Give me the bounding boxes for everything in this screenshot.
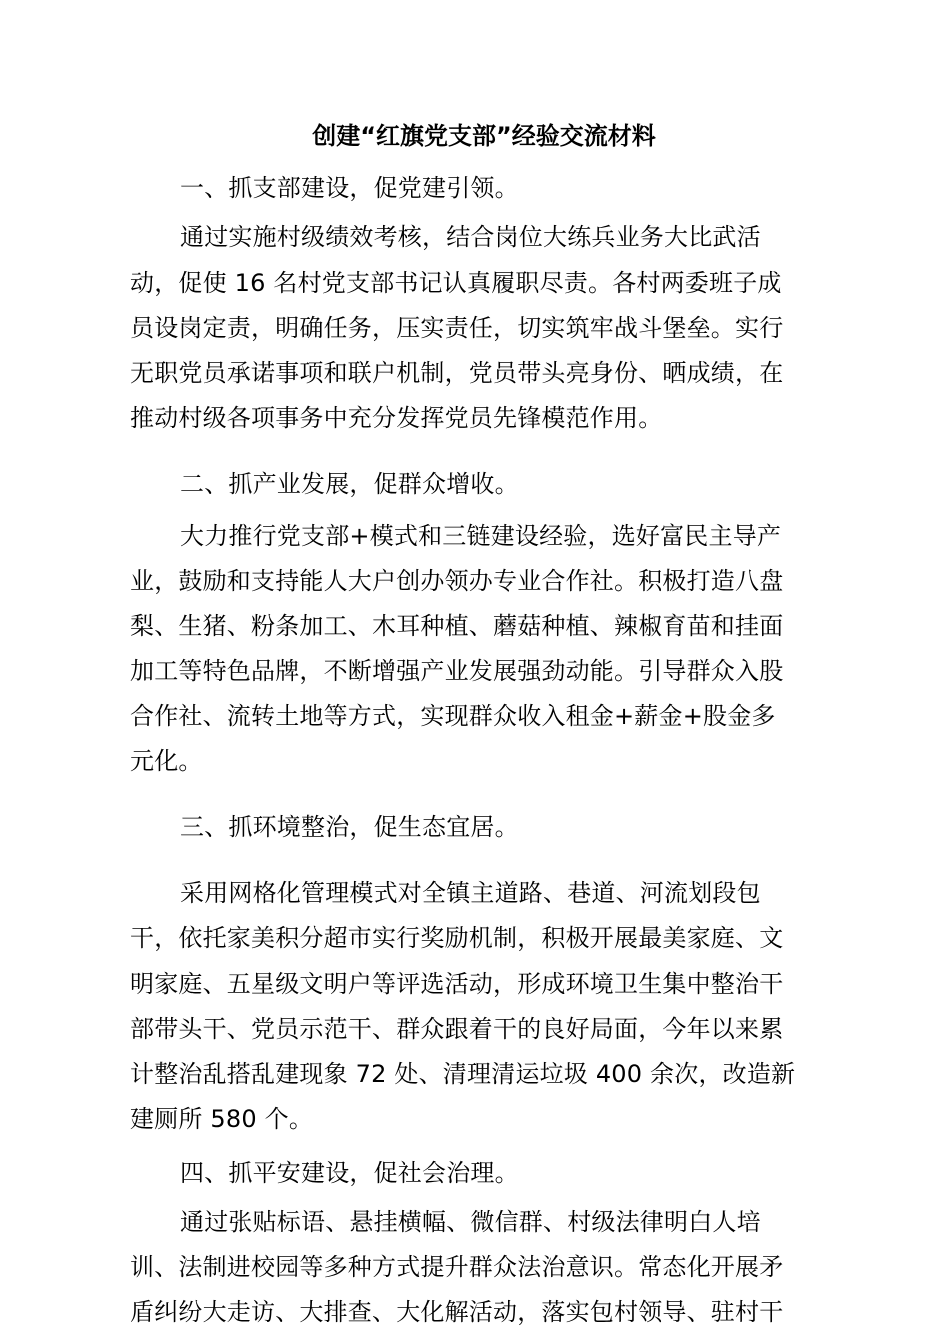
paragraph-line: 元化。 [130,747,203,775]
paragraph-line: 通过实施村级绩效考核，结合岗位大练兵业务大比武活 [180,223,761,251]
paragraph-line: 梨、生猪、粉条加工、木耳种植、蘑菇种植、辣椒育苗和挂面 [130,612,784,640]
paragraph-line: 大力推行党支部+模式和三链建设经验，选好富民主导产 [180,522,782,550]
paragraph-line: 建厕所 580 个。 [130,1105,314,1133]
section-heading-2: 二、抓产业发展，促群众增收。 [180,470,519,498]
section-heading-4: 四、抓平安建设，促社会治理。 [180,1159,519,1187]
paragraph-line: 通过张贴标语、悬挂横幅、微信群、村级法律明白人培 [180,1208,761,1236]
paragraph-line: 部带头干、党员示范干、群众跟着干的良好局面，今年以来累 [130,1015,784,1043]
paragraph-line: 加工等特色品牌，不断增强产业发展强劲动能。引导群众入股 [130,657,784,685]
paragraph-line: 采用网格化管理模式对全镇主道路、巷道、河流划段包 [180,879,761,907]
paragraph-line: 训、法制进校园等多种方式提升群众法治意识。常态化开展矛 [130,1253,784,1281]
paragraph-line: 合作社、流转土地等方式，实现群众收入租金+薪金+股金多 [130,702,776,730]
document-title: 创建“红旗党支部”经验交流材料 [312,122,656,150]
paragraph-line: 员设岗定责，明确任务，压实责任，切实筑牢战斗堡垒。实行 [130,314,784,342]
paragraph-line: 动，促使 16 名村党支部书记认真履职尽责。各村两委班子成 [130,269,782,297]
paragraph-line: 计整治乱搭乱建现象 72 处、清理清运垃圾 400 余次，改造新 [130,1060,796,1088]
paragraph-line: 盾纠纷大走访、大排查、大化解活动，落实包村领导、驻村干 [130,1298,784,1326]
paragraph-line: 无职党员承诺事项和联户机制，党员带头亮身份、晒成绩，在 [130,359,784,387]
section-heading-1: 一、抓支部建设，促党建引领。 [180,174,519,202]
paragraph-line: 推动村级各项事务中充分发挥党员先锋模范作用。 [130,404,663,432]
section-heading-3: 三、抓环境整治，促生态宜居。 [180,813,519,841]
paragraph-line: 明家庭、五星级文明户等评选活动，形成环境卫生集中整治干 [130,970,784,998]
paragraph-line: 业，鼓励和支持能人大户创办领办专业合作社。积极打造八盘 [130,567,784,595]
paragraph-line: 干，依托家美积分超市实行奖励机制，积极开展最美家庭、文 [130,924,784,952]
